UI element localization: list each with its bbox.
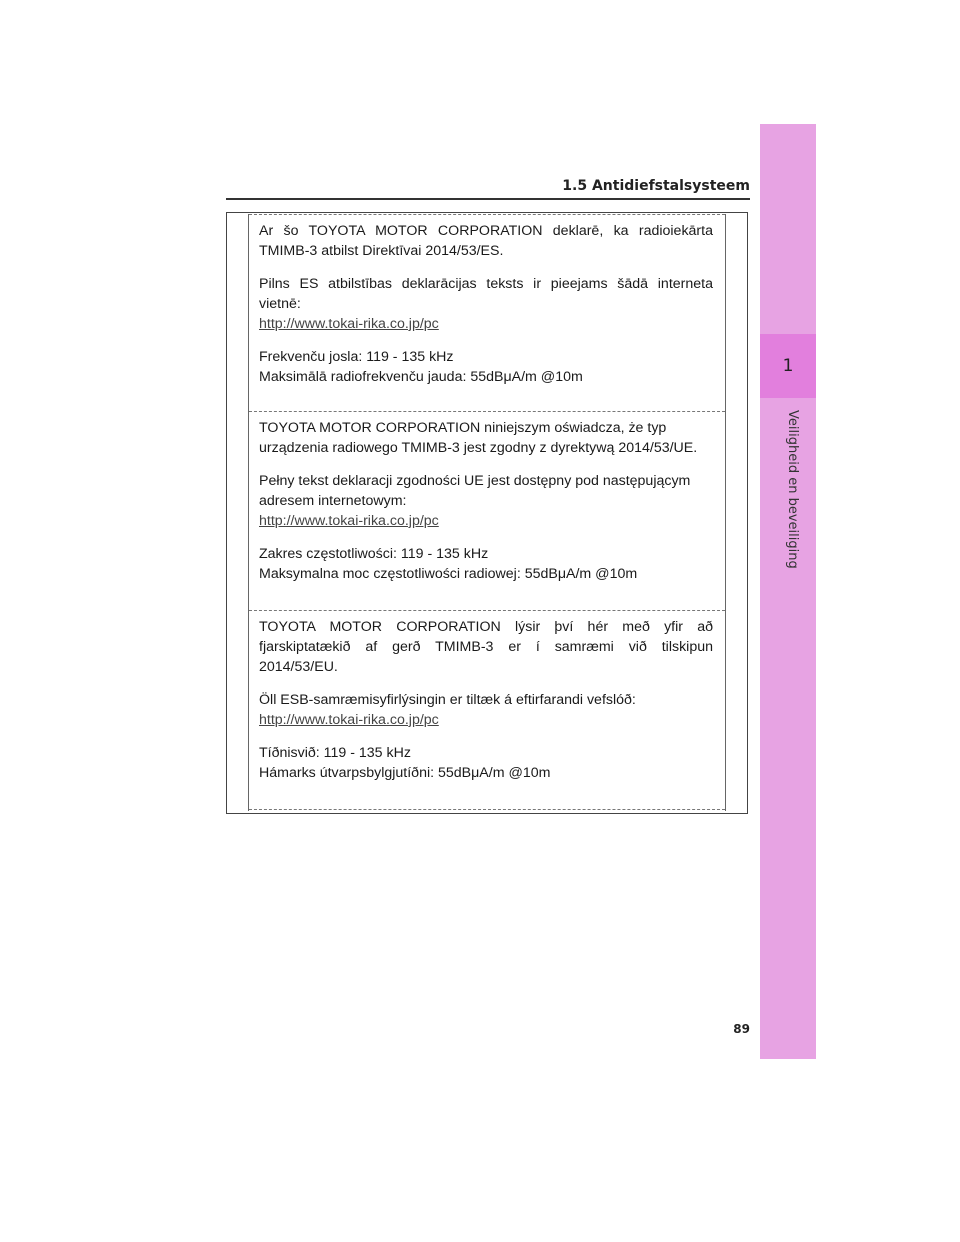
full-text-availability	[259, 274, 713, 334]
radio-specs	[259, 347, 713, 387]
statement-line: TOYOTA MOTOR CORPORATION niniejszym oświadcza, że typ	[259, 420, 667, 436]
statement-line: urządzenia radiowego TMIMB-3 jest zgodny z dyrektywą 2014/53/UE.	[259, 440, 698, 456]
frequency-band: Tíðnisvið: 119 - 135 kHz	[259, 745, 411, 761]
full-text-availability	[259, 690, 713, 730]
declaration-block-latvian	[249, 214, 725, 410]
declaration-statement	[259, 221, 713, 261]
statement-line: TOYOTA MOTOR CORPORATION lýsir því hér með yfir að	[259, 619, 713, 635]
statement-line: fjarskiptatækið af gerð TMIMB-3 er í samræmi við tilskipun	[259, 639, 713, 655]
statement-line: TMIMB-3 atbilst Direktīvai 2014/53/ES.	[259, 243, 504, 259]
full-text-availability	[259, 471, 713, 531]
max-power: Maksymalna moc częstotliwości radiowej: 55dBμA/m @10m	[259, 566, 638, 582]
declaration-url-link[interactable]: http://www.tokai-rika.co.jp/pc	[259, 316, 439, 332]
declaration-block-icelandic	[249, 610, 725, 810]
declaration-url-link[interactable]: http://www.tokai-rika.co.jp/pc	[259, 513, 439, 529]
statement-line: 2014/53/EU.	[259, 659, 338, 675]
declaration-block-polish	[249, 411, 725, 609]
statement-line: Ar šo TOYOTA MOTOR CORPORATION deklarē, ka radioiekārta	[259, 223, 713, 239]
availability-line: vietnē:	[259, 296, 301, 312]
availability-line: Pełny tekst deklaracji zgodności UE jest dostępny pod następującym	[259, 473, 691, 489]
header-rule	[226, 198, 750, 200]
max-power: Maksimālā radiofrekvenču jauda: 55dBμA/m @10m	[259, 369, 583, 385]
declaration-url-link[interactable]: http://www.tokai-rika.co.jp/pc	[259, 712, 439, 728]
chapter-number: 1	[760, 334, 816, 398]
declaration-statement	[259, 418, 713, 458]
declaration-statement	[259, 617, 713, 677]
side-chapter-tab	[760, 124, 816, 1059]
max-power: Hámarks útvarpsbylgjutíðni: 55dBμA/m @10m	[259, 765, 551, 781]
availability-line: Öll ESB-samræmisyfirlýsingin er tiltæk á eftirfarandi vefslóð:	[259, 692, 636, 708]
radio-specs	[259, 743, 713, 783]
section-title: 1.5 Antidiefstalsysteem	[562, 178, 750, 194]
frequency-band: Frekvenču josla: 119 - 135 kHz	[259, 349, 454, 365]
radio-specs	[259, 544, 713, 584]
availability-line: Pilns ES atbilstības deklarācijas teksts ir pieejams šādā interneta	[259, 276, 713, 292]
availability-line: adresem internetowym:	[259, 493, 407, 509]
page-number: 89	[733, 1022, 750, 1036]
chapter-label: Veiligheid en beveiliging	[785, 410, 800, 569]
frequency-band: Zakres częstotliwości: 119 - 135 kHz	[259, 546, 489, 562]
